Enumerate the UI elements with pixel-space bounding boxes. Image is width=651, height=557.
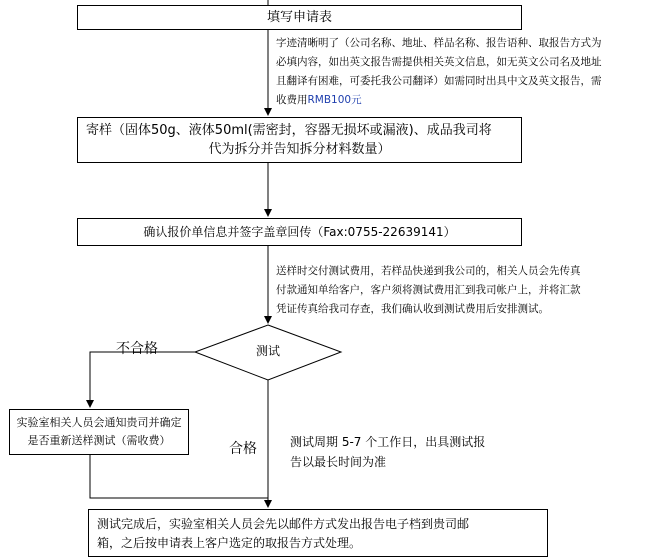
step-notify-client-line1: 实验室相关人员会通知贵司并确定 — [16, 416, 182, 429]
step-send-sample — [77, 117, 522, 163]
step-confirm-quote — [77, 218, 522, 246]
connector-notify-to-main — [90, 455, 268, 498]
branch-fail-label: 不合格 — [116, 341, 158, 357]
step-fill-form — [77, 5, 522, 30]
step-report-delivery-line2: 箱，之后按申请表上客户选定的取报告方式处理。 — [97, 536, 362, 550]
step-notify-client-line2: 是否重新送样测试（需收费） — [27, 434, 171, 447]
step-send-sample-line2: 代为拆分并告知拆分材料数量） — [208, 142, 391, 157]
branch-pass-label: 合格 — [229, 441, 257, 457]
arrow-test-to-notify — [90, 352, 195, 407]
payment-note: 送样时交付测试费用，若样品快递到我公司的，相关人员会先传真 付款通知单给客户，客户须将测试费用汇到我司帐户上，并将汇款 凭证传真给我司存查，我们确认收到测试费用后安排测试。 — [276, 265, 581, 315]
step-report-delivery — [88, 509, 548, 557]
fee-amount: RMB100元 — [307, 94, 362, 106]
step-send-sample-line1: 寄样（固体50g、液体50ml(需密封，容器无损坏或漏液)、成品我司将 — [86, 123, 492, 138]
test-decision-label: 测试 — [255, 344, 280, 358]
step-report-delivery-line1: 测试完成后，实验室相关人员会先以邮件方式发出报告电子档到贵司邮 — [97, 517, 470, 531]
form-requirements-note: 字迹清晰明了（公司名称、地址、样品名称、报告语种、取报告方式为 必填内容，如出英文报告需提供相关英文信息，如无英文公司名及地址 且翻译有困难，可委托我公司翻译）如需同时出具中文及英文报告，需 收费用RMB100元 — [276, 37, 602, 106]
step-notify-client — [9, 409, 189, 455]
step-fill-form-label: 填写申请表 — [266, 10, 332, 25]
test-cycle-note: 测试周期 5-7 个工作日，出具测试报 告以最长时间为准 — [290, 435, 486, 469]
step-confirm-quote-label: 确认报价单信息并签字盖章回传（Fax:0755-22639141） — [143, 225, 456, 239]
